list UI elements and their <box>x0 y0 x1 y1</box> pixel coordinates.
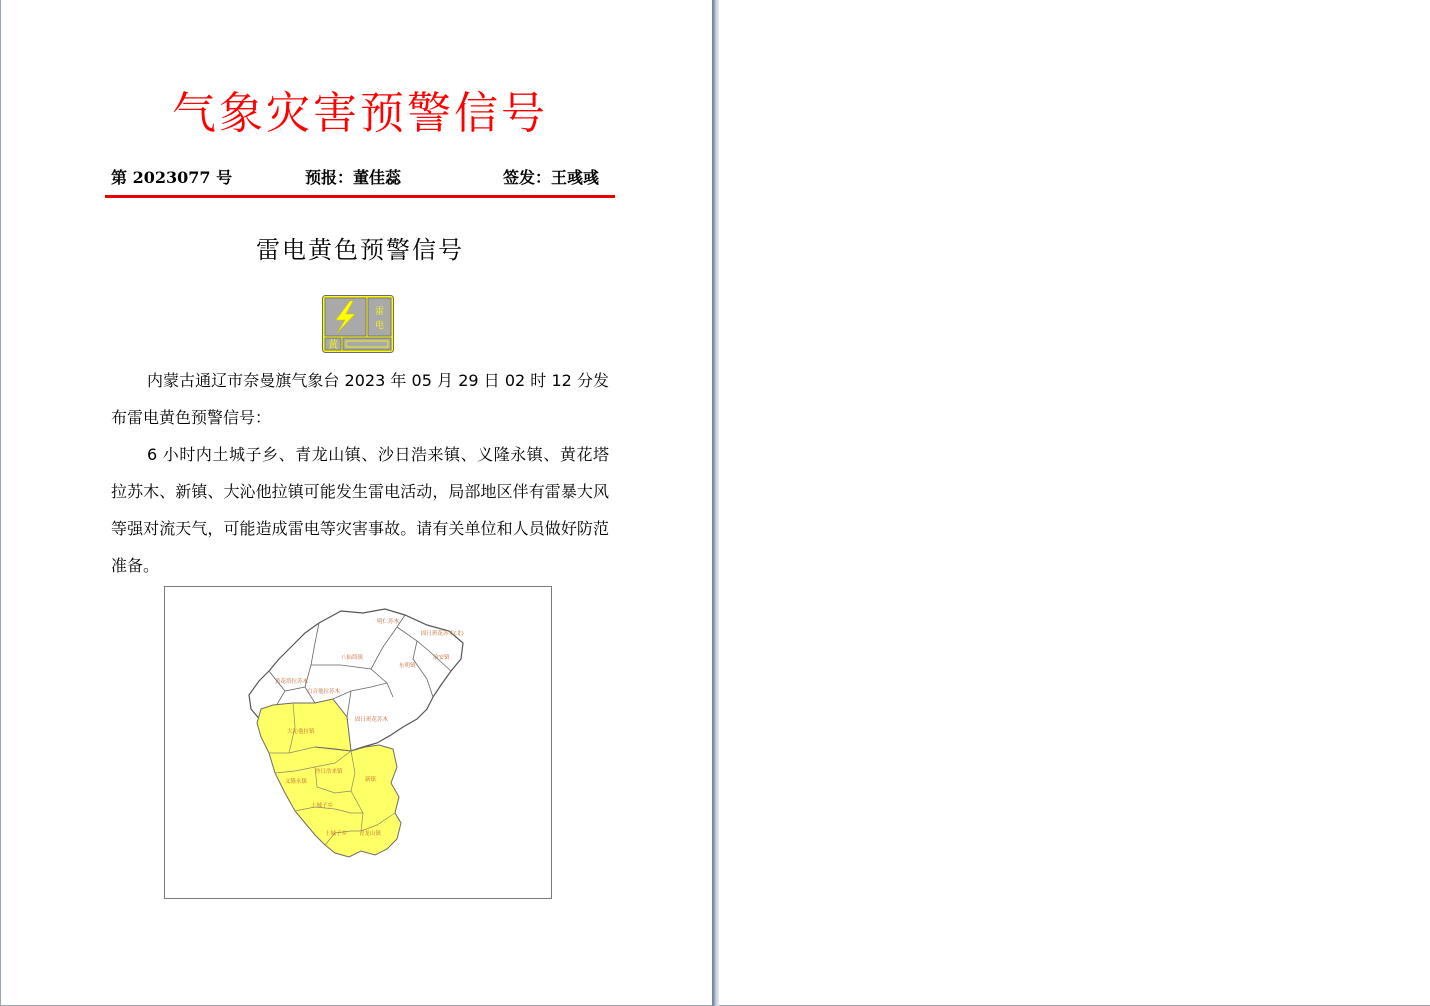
announcement-paragraph <box>111 362 609 436</box>
red-divider <box>105 195 615 198</box>
map-label-gurbanhua: 固日班花苏木 <box>355 717 389 723</box>
map-label-mingren: 明仁苏木 <box>377 619 400 625</box>
page-gutter <box>712 0 719 1006</box>
announcement-text: 内蒙古通辽市奈曼旗气象台 2023 年 05 月 29 日 02 时 12 分发布雷电黄色预警信号： <box>111 371 609 427</box>
warning-number: 第 2023077 号 <box>111 168 233 187</box>
map-label-tuchengzi-2: 土城子乡 <box>325 831 348 837</box>
document-title: 气象灾害预警信号 <box>172 88 548 139</box>
warning-detail-text: 6 小时内土城子乡、青龙山镇、沙日浩来镇、义隆永镇、黄花塔拉苏木、新镇、大沁他拉镇可能发生雷电活动，局部地区伴有雷暴大风等强对流天气，可能造成雷电等灾害事故。请有关单位和人员做好防范准备。 <box>111 445 609 575</box>
warning-detail-paragraph <box>111 436 609 584</box>
map-label-tuchengzi: 土城子乡 <box>311 803 334 809</box>
warning-area-map <box>164 586 552 899</box>
map-label-baxiantong: 八仙筒镇 <box>341 655 364 661</box>
map-label-huanghuatala: 黄花塔拉苏木 <box>275 679 309 685</box>
map-svg <box>165 587 551 898</box>
map-label-yilongyong: 义隆永镇 <box>285 779 308 785</box>
map-label-shari: 沙日浩来镇 <box>315 769 343 775</box>
lightning-yellow-icon <box>322 295 394 353</box>
map-label-zhian: 治安镇 <box>433 655 450 661</box>
signal-side-label-bottom: 电 <box>374 321 385 331</box>
map-label-daqin: 大沁他拉镇 <box>287 729 315 735</box>
document-page-right <box>719 0 1430 1006</box>
map-label-gudiao: 固日班花苏木(北) <box>421 631 464 637</box>
signal-title: 雷电黄色预警信号 <box>256 236 464 264</box>
signal-bottom-label: 黄 <box>328 340 338 351</box>
map-label-xinzhen: 新镇 <box>365 777 377 783</box>
issuer: 签发：王彧彧 <box>503 168 600 187</box>
map-label-qinglongshan: 青龙山镇 <box>359 831 382 837</box>
map-label-dongming: 东明镇 <box>399 663 416 669</box>
signal-side-label-top: 雷 <box>374 307 385 317</box>
map-label-baiyintala: 白音他拉苏木 <box>307 689 341 695</box>
forecaster: 预报：董佳蕊 <box>305 168 402 187</box>
document-page-left <box>0 0 712 1006</box>
